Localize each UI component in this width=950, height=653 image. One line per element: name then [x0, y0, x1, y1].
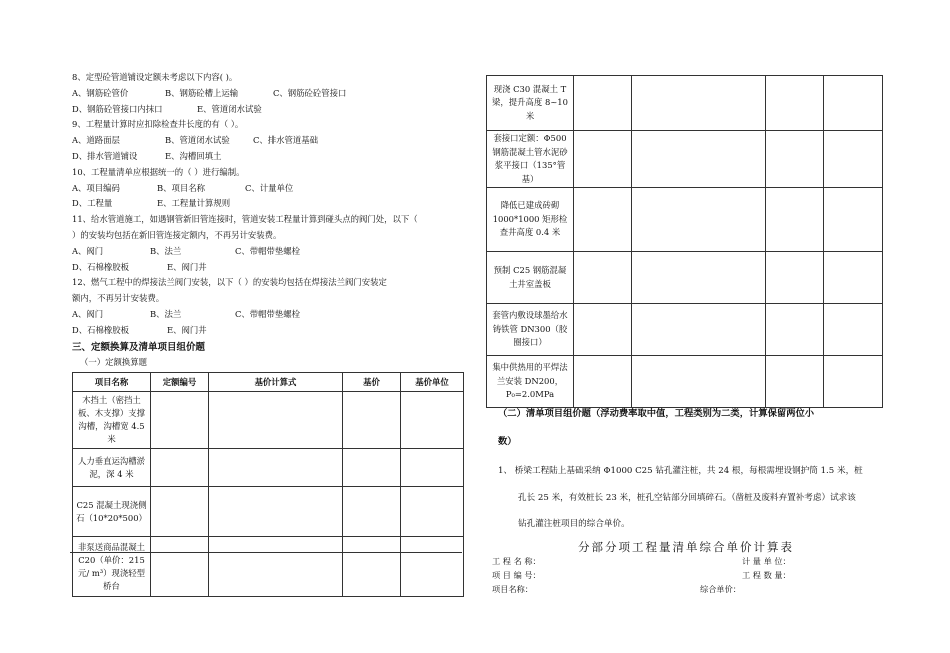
empty-cell[interactable] [574, 304, 632, 356]
empty-cell[interactable] [209, 487, 343, 537]
q12-options-2 [72, 323, 464, 339]
q9-options-1 [72, 133, 464, 149]
option: B、法兰 [150, 245, 182, 256]
option: A、阀门 [72, 245, 104, 256]
q10-options-1 [72, 181, 464, 197]
option: B、钢筋砼槽上运输 [165, 87, 239, 98]
option: B、项目名称 [157, 182, 206, 193]
empty-cell[interactable] [632, 76, 766, 131]
option: E、工程量计算规则 [157, 198, 231, 209]
q10-options-2 [72, 196, 464, 212]
empty-cell[interactable] [766, 131, 824, 188]
empty-cell[interactable] [574, 76, 632, 131]
empty-cell[interactable] [766, 252, 824, 304]
option: D、钢筋砼管接口内抹口 [72, 103, 163, 114]
empty-cell[interactable] [824, 131, 883, 188]
option: A、项目编码 [72, 182, 120, 193]
option: A、阀门 [72, 308, 104, 319]
sheet-info-fields [486, 555, 886, 597]
question-1-line1: 1、 桥梁工程陆上基础采纳 Φ1000 C25 钻孔灌注桩，共 24 根，每根需埋设钢护筒 1.5 米，桩 [498, 466, 863, 476]
empty-cell[interactable] [632, 131, 766, 188]
empty-cell[interactable] [151, 487, 209, 537]
option: E、阀门井 [167, 261, 207, 272]
section-2-title-line2: 数） [498, 436, 517, 447]
empty-cell[interactable] [401, 487, 464, 537]
empty-cell[interactable] [766, 76, 824, 131]
empty-cell[interactable] [343, 449, 401, 487]
item-name-label: 项目名称： [492, 583, 533, 594]
quota-conversion-table-continued [486, 75, 883, 408]
q9-options-2 [72, 149, 464, 165]
item-name-cell: 预制 C25 钢筋混凝土井室盖板 [487, 252, 574, 304]
option: D、石棉橡胶板 [72, 324, 129, 335]
empty-cell[interactable] [401, 537, 464, 597]
item-name-cell: 降低已建成砖砌 1000*1000 矩形检查井高度 0.4 米 [487, 188, 574, 252]
option: A、钢筋砼管价 [72, 87, 129, 98]
empty-cell[interactable] [632, 252, 766, 304]
question-11-line1: 11、给水管道施工，如遇钢管新旧管连接时，管道安装工程量计算到碰头点的阀门处，以下（ [72, 214, 418, 225]
empty-cell[interactable] [574, 252, 632, 304]
question-1 [486, 458, 886, 538]
question-11-line2: ）的安装均包括在新旧管连接定额内，不再另计安装费。 [72, 229, 282, 240]
section-3-subtitle: （一）定额换算题 [80, 357, 147, 368]
option: E、沟槽回填土 [165, 150, 222, 161]
option: A、道路面层 [72, 135, 120, 146]
q8-options-1 [72, 86, 464, 102]
empty-cell[interactable] [209, 392, 343, 449]
right-lower-column [486, 400, 886, 597]
option: D、工程量 [72, 198, 113, 209]
empty-cell[interactable] [151, 449, 209, 487]
option: C、带帽带垫螺栓 [235, 245, 301, 256]
option: E、阀门井 [167, 324, 207, 335]
empty-cell[interactable] [574, 188, 632, 252]
table-row [73, 392, 464, 449]
option: C、计量单位 [245, 182, 294, 193]
bottom-rule [70, 552, 462, 553]
option: E、管道闭水试验 [197, 103, 262, 114]
empty-cell[interactable] [151, 392, 209, 449]
empty-cell[interactable] [824, 304, 883, 356]
option: C、钢筋砼砼管接口 [273, 87, 347, 98]
question-8: 8、定型砼管道铺设定额未考虑以下内容( )。 [72, 72, 238, 82]
right-table-wrapper [486, 75, 883, 408]
item-name-cell: 套管内敷设球墨给水铸铁管 DN300（胶圈接口） [487, 304, 574, 356]
section-3-title: 三、定额换算及清单项目组价题 [72, 341, 206, 353]
option: D、排水管道铺设 [72, 150, 138, 161]
option: B、法兰 [150, 308, 182, 319]
empty-cell[interactable] [824, 76, 883, 131]
q12-options-1 [72, 307, 464, 323]
item-name-cell: 非泵送商品混凝土 C20（单价：215 元/ m³）现浇轻型桥台 [73, 537, 151, 597]
empty-cell[interactable] [343, 537, 401, 597]
option: B、管道闭水试验 [165, 135, 230, 146]
header-formula: 基价计算式 [209, 373, 343, 392]
item-name-cell: 套接口定额：Φ500 钢筋混凝土管水泥砂浆平接口（135°管基） [487, 131, 574, 188]
project-name-label: 工 程 名 称： [492, 555, 541, 566]
table-row [487, 188, 883, 252]
left-column [72, 70, 464, 597]
quota-conversion-table [72, 372, 464, 597]
table-row [73, 487, 464, 537]
table-row [487, 131, 883, 188]
empty-cell[interactable] [824, 188, 883, 252]
empty-cell[interactable] [209, 449, 343, 487]
empty-cell[interactable] [574, 131, 632, 188]
q11-options-1 [72, 244, 464, 260]
header-quota-no: 定额编号 [151, 373, 209, 392]
empty-cell[interactable] [632, 188, 766, 252]
section-2-title [486, 400, 886, 456]
table-row [487, 252, 883, 304]
empty-cell[interactable] [343, 392, 401, 449]
header-base-price: 基价 [343, 373, 401, 392]
empty-cell[interactable] [824, 252, 883, 304]
item-name-cell: C25 混凝土现浇侧石（10*20*500） [73, 487, 151, 537]
section-2-title-line1: （二）清单项目组价题（浮动费率取中值，工程类别为二类，计算保留两位小 [498, 408, 815, 419]
option: C、排水管道基础 [253, 135, 319, 146]
empty-cell[interactable] [401, 449, 464, 487]
question-12-line2: 额内，不再另计安装费。 [72, 293, 165, 304]
empty-cell[interactable] [766, 304, 824, 356]
item-code-label: 项 目 编 号： [492, 569, 541, 580]
header-item-name: 项目名称 [73, 373, 151, 392]
table-row [487, 304, 883, 356]
question-10: 10、工程量清单应根据统一的（ ）进行编制。 [72, 166, 245, 177]
item-name-cell: 木挡土（密挡土板、木支撑）支撑沟槽，沟槽宽 4.5 米 [73, 392, 151, 449]
empty-cell[interactable] [209, 537, 343, 597]
q11-options-2 [72, 260, 464, 276]
item-name-cell: 现浇 C30 混凝土 T 梁，提升高度 8~10 米 [487, 76, 574, 131]
item-name-cell: 集中供热用的平焊法兰安装 DN200，P₀=2.0MPa [487, 356, 574, 408]
empty-cell[interactable] [632, 304, 766, 356]
empty-cell[interactable] [151, 537, 209, 597]
header-price-unit: 基价单位 [401, 373, 464, 392]
empty-cell[interactable] [401, 392, 464, 449]
item-name-cell: 人力垂直运沟槽淤泥，深 4 米 [73, 449, 151, 487]
table-row [73, 449, 464, 487]
empty-cell[interactable] [343, 487, 401, 537]
empty-cell[interactable] [766, 188, 824, 252]
sheet-title: 分部分项工程量清单综合单价计算表 [578, 539, 794, 554]
unit-price-label: 综合单价： [700, 583, 741, 594]
question-1-line3: 钻孔灌注桩项目的综合单价。 [518, 519, 630, 529]
option: D、石棉橡胶板 [72, 261, 129, 272]
option: C、带帽带垫螺栓 [235, 308, 301, 319]
question-12-line1: 12、燃气工程中的焊接法兰阀门安装，以下（ ）的安装均包括在焊接法兰阀门安装定 [72, 277, 387, 288]
table-row [487, 76, 883, 131]
question-9: 9、工程量计算时应扣除检查井长度的有（ ）。 [72, 119, 244, 130]
table-row [73, 537, 464, 597]
quantity-label: 工 程 数 量： [742, 569, 791, 580]
q8-options-2 [72, 102, 464, 118]
unit-label: 计 量 单 位： [742, 555, 791, 566]
question-1-line2: 孔长 25 米，有效桩长 23 米，桩孔空钻部分回填碎石。（凿桩及废料弃置补考虑）试求该 [518, 492, 856, 503]
table-header-row [73, 373, 464, 392]
